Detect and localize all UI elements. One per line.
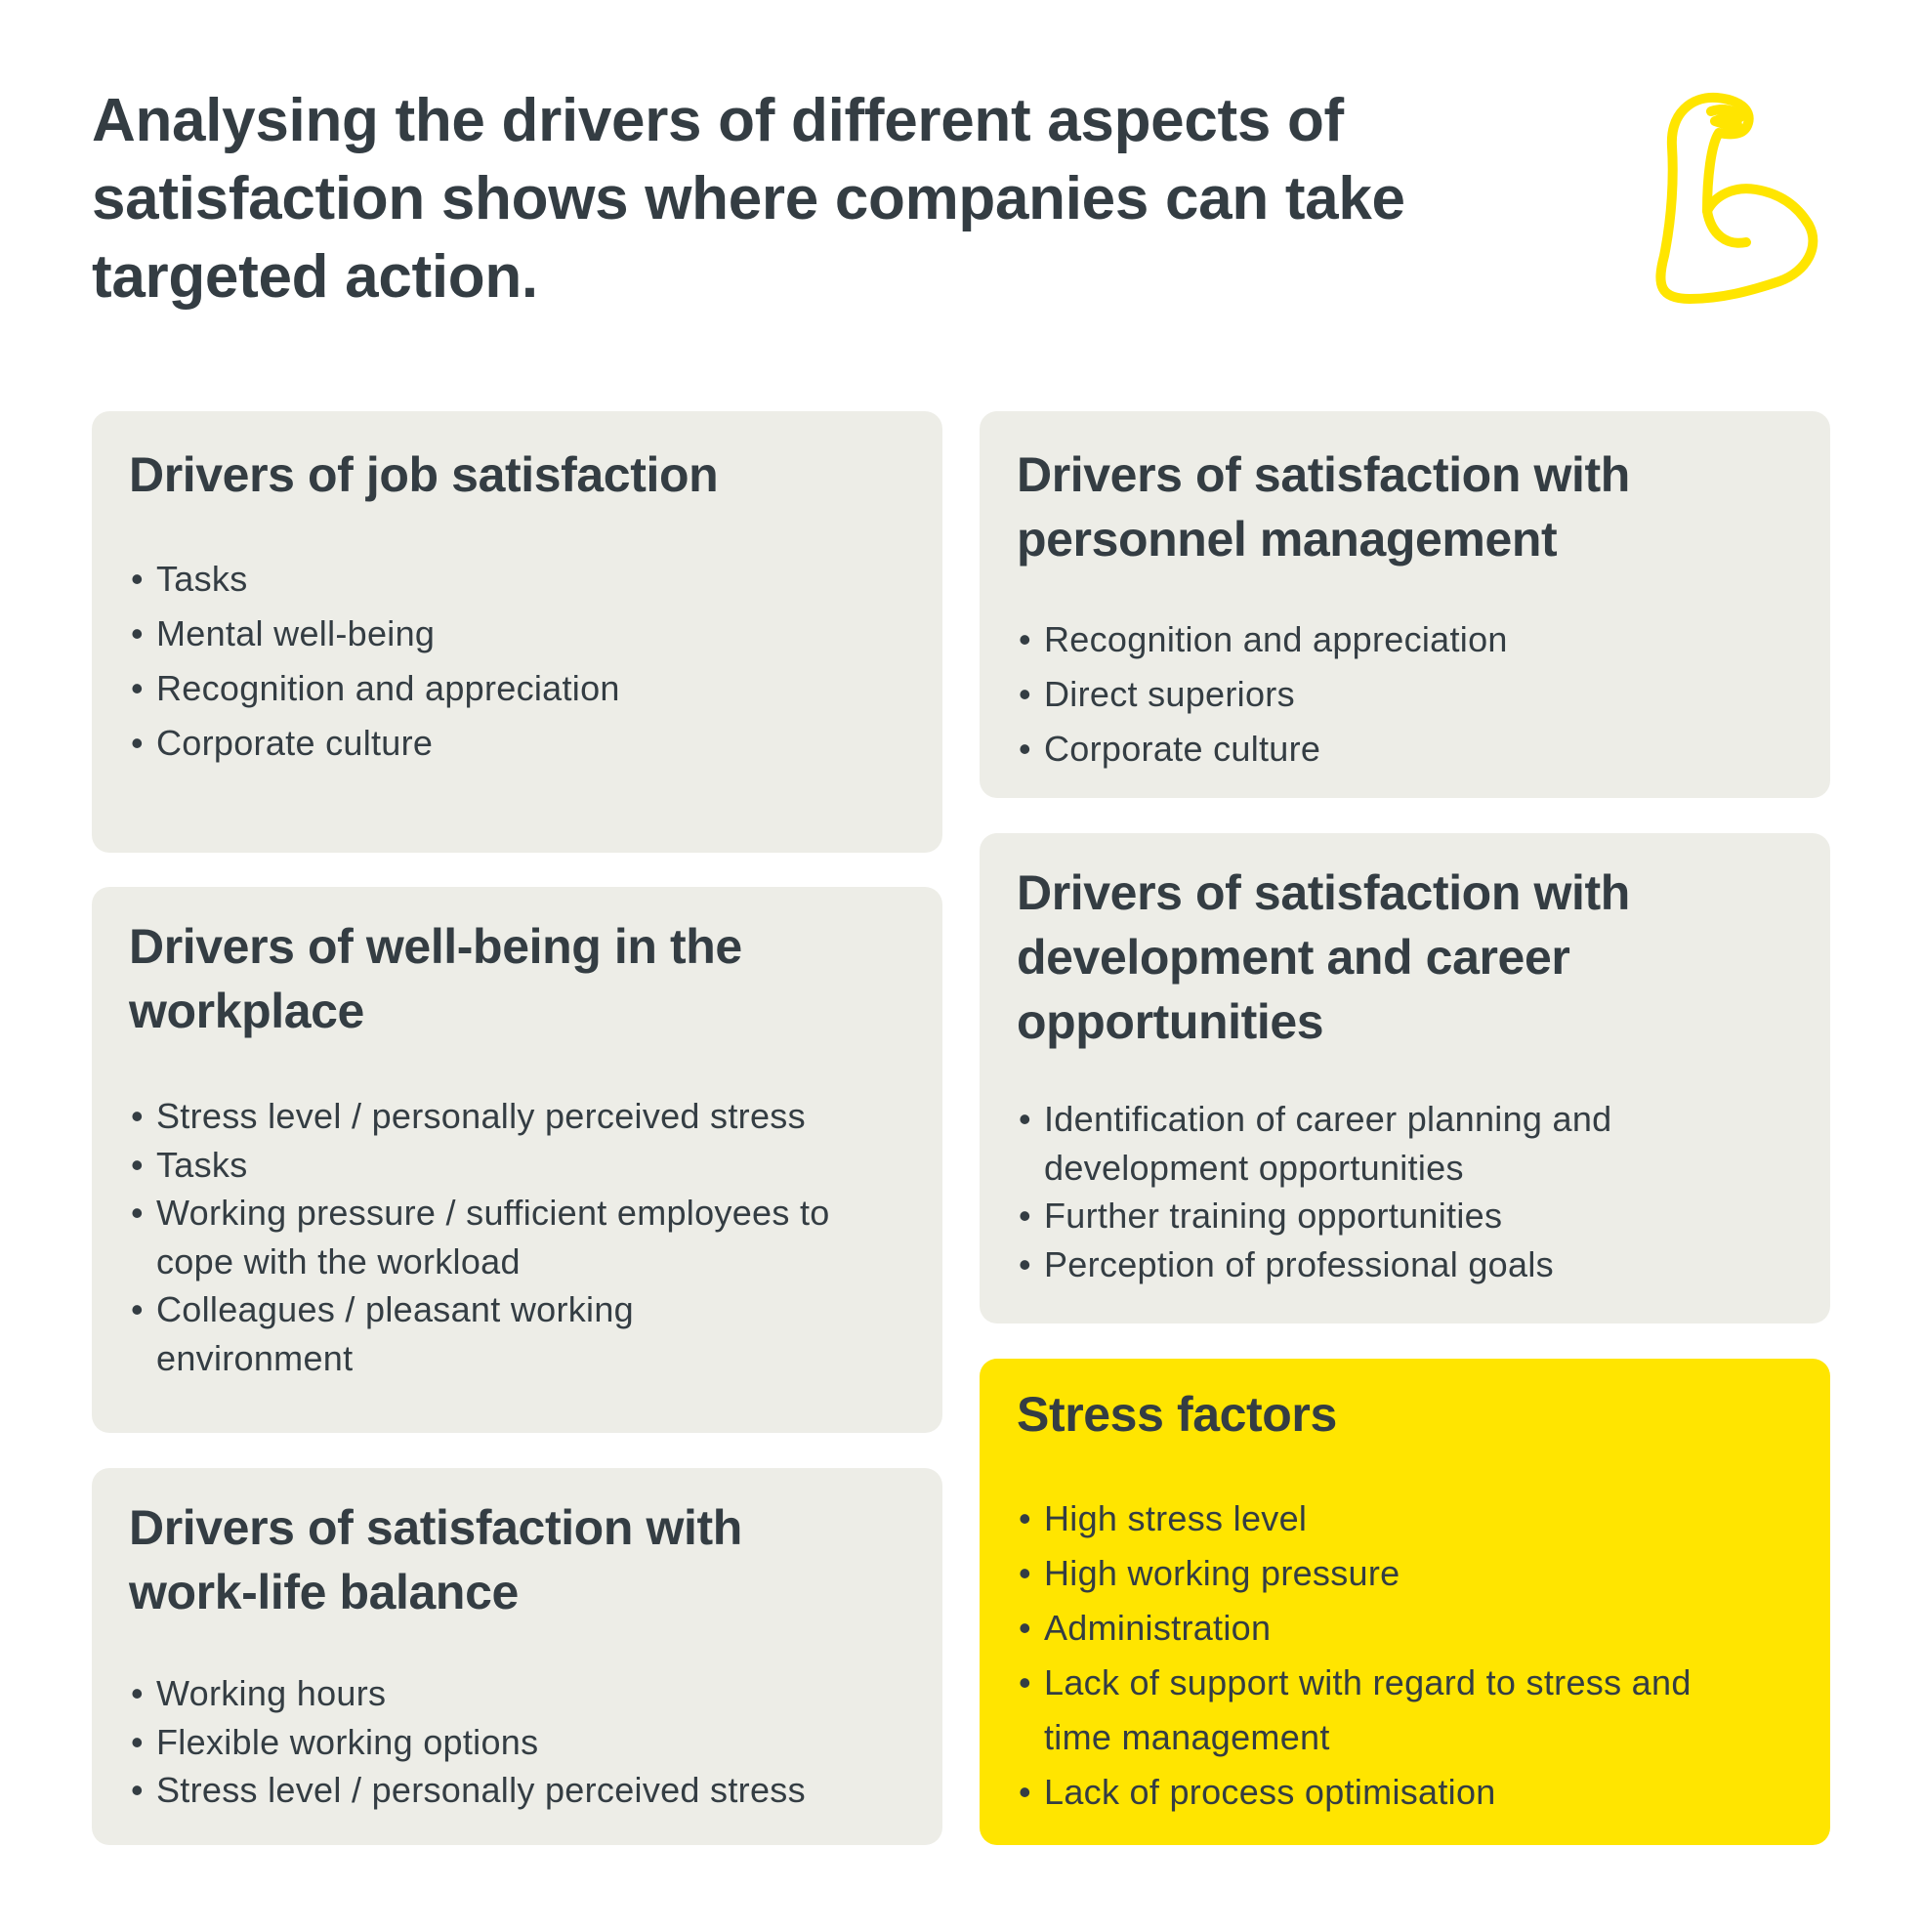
list-item: • Identification of career planning and development opportunities: [1019, 1099, 1612, 1188]
list-item: • Mental well-being: [131, 613, 436, 653]
list-item: • Corporate culture: [131, 723, 434, 763]
driver-list: [1017, 1491, 1797, 1820]
list-item: • Lack of support with regard to stress and time management: [1019, 1662, 1692, 1757]
card-title: Drivers of job satisfaction: [129, 447, 719, 502]
driver-list: [1017, 612, 1797, 777]
card-title: Drivers of well-being in the workplace: [129, 919, 742, 1038]
page-headline: Analysing the drivers of different aspects of satisfaction shows where companies can take targeted action.: [92, 87, 1405, 311]
list-item: • Flexible working options: [131, 1721, 539, 1762]
list-item: • Working hours: [131, 1673, 387, 1713]
list-item: • Lack of process optimisation: [1019, 1772, 1496, 1812]
card-wellbeing-workplace: [92, 887, 942, 1433]
list-item: • Further training opportunities: [1019, 1196, 1503, 1236]
card-stress-factors: [980, 1359, 1830, 1845]
list-item: • Stress level / personally perceived stress: [131, 1096, 806, 1136]
flexed-arm-icon: [1633, 90, 1838, 311]
list-item: • Tasks: [131, 1144, 248, 1185]
list-item: • High working pressure: [1019, 1553, 1400, 1593]
card-work-life-balance: [92, 1468, 942, 1845]
list-item: • Tasks: [131, 559, 248, 599]
list-item: • Recognition and appreciation: [131, 668, 620, 708]
list-item: • Direct superiors: [1019, 674, 1295, 714]
driver-list: [129, 1669, 909, 1815]
driver-list: [129, 552, 909, 771]
card-title: Drivers of satisfaction with development and career opportunities: [1017, 865, 1630, 1049]
list-item: • Working pressure / sufficient employees to cope with the workload: [131, 1193, 830, 1281]
driver-list: [129, 1092, 909, 1382]
card-title: Stress factors: [1017, 1387, 1337, 1442]
driver-list: [1017, 1095, 1797, 1288]
list-item: • Perception of professional goals: [1019, 1243, 1554, 1284]
list-item: • Colleagues / pleasant working environment: [131, 1289, 634, 1378]
list-item: • High stress level: [1019, 1498, 1308, 1538]
card-title: Drivers of satisfaction with personnel management: [1017, 447, 1630, 567]
list-item: • Recognition and appreciation: [1019, 619, 1508, 659]
list-item: • Administration: [1019, 1608, 1272, 1648]
card-title: Drivers of satisfaction with work-life balance: [129, 1500, 742, 1619]
card-job-satisfaction: [92, 411, 942, 853]
list-item: • Corporate culture: [1019, 729, 1321, 769]
card-personnel-management: [980, 411, 1830, 798]
card-career-opportunities: [980, 833, 1830, 1323]
list-item: • Stress level / personally perceived stress: [131, 1770, 806, 1810]
